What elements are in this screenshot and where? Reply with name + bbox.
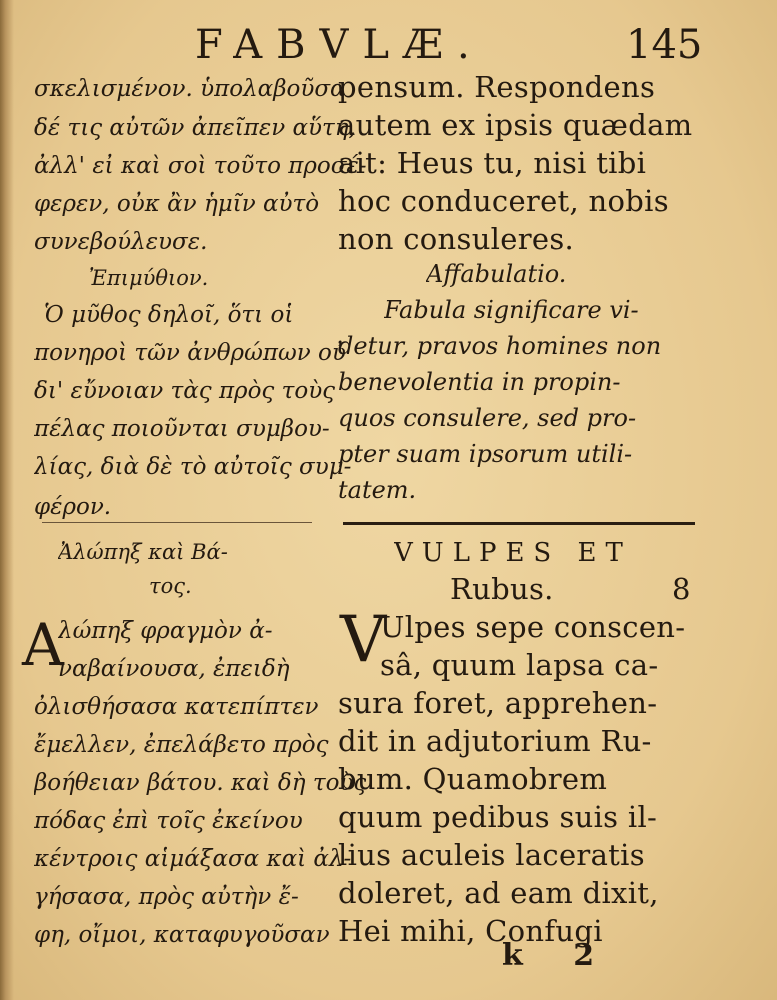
- fable-number: 8: [672, 572, 691, 606]
- latin-line: Hei mihi, Confugi: [338, 914, 603, 948]
- page-header: [0, 22, 777, 72]
- latin-line: quum pedibus suis il-: [338, 800, 658, 834]
- page-number: 145: [626, 22, 703, 68]
- greek-line: πέλας ποιοῦνται συμβου-: [34, 416, 330, 442]
- greek-line: ἔμελλεν, ἐπελάβετο πρὸς: [34, 732, 329, 758]
- latin-line: Fabula significare vi-: [384, 296, 639, 324]
- greek-line: βοήθειαν βάτου. καὶ δὴ τοὺς: [34, 770, 367, 796]
- greek-line: σκελισμένον. ὑπολαβοῦσα: [34, 76, 346, 102]
- latin-line: bum. Quamobrem: [338, 762, 608, 796]
- left-divider: [42, 522, 312, 523]
- greek-line: γήσασα, πρὸς αὐτὴν ἔ-: [34, 884, 299, 910]
- latin-line: pensum. Respondens: [338, 70, 656, 104]
- latin-line: quos consulere, sed pro-: [338, 404, 637, 432]
- epimythion-heading: Ἐπιμύθιον.: [89, 266, 209, 290]
- fable-title-greek: Ἀλώπηξ καὶ Βά-: [58, 540, 228, 564]
- greek-line: πόδας ἐπὶ τοῖς ἐκείνου: [34, 808, 303, 834]
- fable-title-latin: VULPES ET: [394, 538, 632, 568]
- latin-line: doleret, ad eam dixit,: [338, 876, 659, 910]
- greek-line: δέ τις αὐτῶν ἀπεῖπεν αὕτη,: [34, 115, 356, 141]
- latin-line: tatem.: [338, 476, 417, 504]
- greek-line: λώπηξ φραγμὸν ἀ-: [58, 618, 273, 644]
- latin-line: benevolentia in propin-: [338, 368, 621, 396]
- latin-line: autem ex ipsis quædam: [338, 108, 693, 142]
- running-title: FABVLÆ.: [195, 22, 484, 68]
- latin-line: Ulpes sepe conscen-: [380, 610, 686, 644]
- fable-title-greek: τος.: [149, 574, 192, 598]
- greek-line: λίας, διὰ δὲ τὸ αὐτοῖς συμ-: [34, 454, 352, 480]
- greek-line: φη, οἴμοι, καταφυγοῦσαν: [34, 922, 330, 948]
- latin-line: sâ, quum lapsa ca-: [380, 648, 659, 682]
- greek-line: φέρον.: [34, 494, 112, 520]
- greek-line: κέντροις αἱμάξασα καὶ ἀλ-: [34, 846, 352, 872]
- section-rule: [343, 522, 695, 525]
- greek-line: ναβαίνουσα, ἐπειδὴ: [58, 656, 290, 682]
- fable-title-latin: Rubus.: [450, 572, 554, 606]
- page-edge-shadow: [0, 0, 14, 1000]
- greek-line: συνεβούλευσε.: [34, 229, 208, 255]
- greek-line: Ὁ μῦθος δηλοῖ, ὅτι οἱ: [44, 302, 294, 328]
- latin-line: lius aculeis laceratis: [338, 838, 645, 872]
- greek-line: πονηροὶ τῶν ἀνθρώπων οὐ: [34, 340, 346, 366]
- latin-line: pter suam ipsorum utili-: [338, 440, 633, 468]
- greek-line: φερεν, οὐκ ἂν ἡμῖν αὐτὸ: [34, 191, 320, 217]
- latin-line: non consuleres.: [338, 222, 575, 256]
- signature-mark: k 2: [502, 938, 615, 973]
- greek-line: ὀλισθήσασα κατεπίπτεν: [34, 694, 319, 720]
- latin-line: hoc conduceret, nobis: [338, 184, 669, 218]
- latin-line: sura foret, apprehen-: [338, 686, 658, 720]
- greek-line: δι' εὔνοιαν τὰς πρὸς τοὺς: [34, 378, 336, 404]
- affabulatio-heading: Affabulatio.: [426, 260, 567, 288]
- latin-line: detur, pravos homines non: [338, 332, 662, 360]
- greek-line: ἀλλ' εἰ καὶ σοὶ τοῦτο προσέ-: [34, 153, 367, 179]
- greek-dropcap: Α: [22, 611, 64, 679]
- latin-dropcap: V: [340, 603, 387, 677]
- latin-line: ait: Heus tu, nisi tibi: [338, 146, 647, 180]
- latin-line: dit in adjutorium Ru-: [338, 724, 652, 758]
